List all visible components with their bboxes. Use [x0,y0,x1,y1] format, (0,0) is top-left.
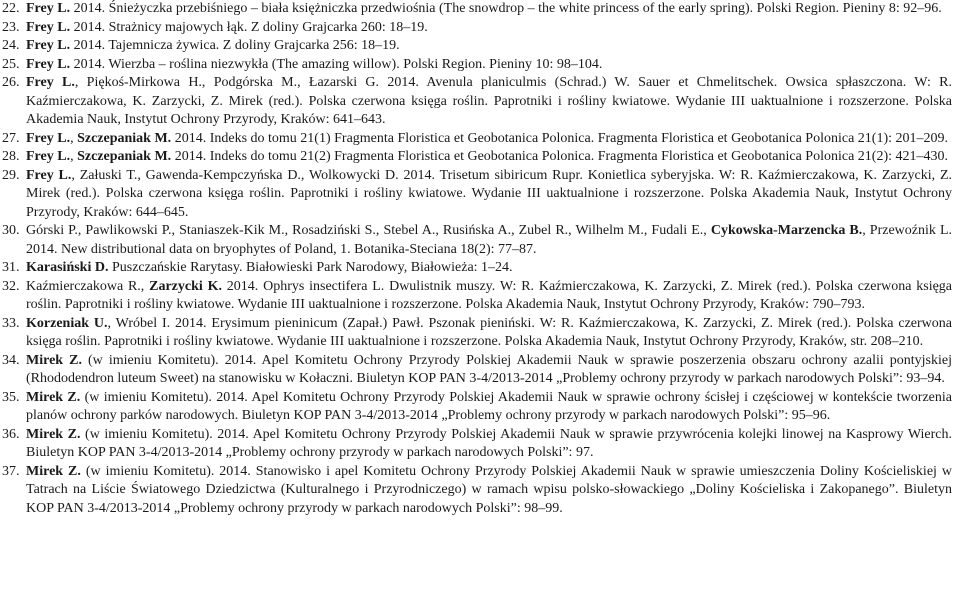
author-name: Karasiński D. [26,260,109,275]
author-name: Frey L. [26,1,71,16]
entry-number: 36. [2,426,20,442]
entry-number: 35. [2,389,20,405]
entry-text: , Piękoś-Mirkowa H., Podgórska M., Łazarski G. 2014. Avenula planiculmis (Schrad.) W. Sauer et Chmelitschek. Owsica spłaszczona. W: R. Kaźmierczakowa, K. Zarzycki, Z. Mirek (red.). Polska czerwona księga roślin. Paprotniki i rośliny kwiatowe. Wydanie III uaktualnione i rozszerzone. Polska Akademia Nauk, Instytut Ochrony Przyrody, Kraków: 641–643. [26,75,952,127]
entry-number: 24. [2,38,20,53]
entry-text: (w imieniu Komitetu). 2014. Apel Komitetu Ochrony Przyrody Polskiej Akademii Nauk w sprawie ochrony ścisłej i częściowej w kontekście tworzenia planów ochrony parków narodowych. Biuletyn KOP PAN 3-4/2013-2014 „Problemy ochrony przyrody w parkach narodowych Polski”: 95–96. [26,389,952,423]
entry-text: 2014. Indeks do tomu 21(2) Fragmenta Floristica et Geobotanica Polonica. Fragmenta Floristica et Geobotanica Polonica 21(2): 421–430. [171,149,949,164]
entry-number: 22. [2,1,20,16]
bibliography-entry [2,463,952,519]
author-name: Szczepaniak M. [77,130,172,146]
entry-number: 33. [2,315,20,331]
bibliography-entry [2,130,952,149]
bibliography-entry [2,19,952,38]
entry-text: Puszczańskie Rarytasy. Białowieski Park Narodowy, Białowieża: 1–24. [108,260,513,275]
entry-text: , Wróbel I. 2014. Erysimum pieninicum (Zapał.) Pawł. Pszonak pieniński. W: R. Kaźmierczakowa, K. Zarzycki, Z. Mirek (red.). Polska czerwona księga roślin. Paprotniki i rośliny kwiatowe. Wydanie III uaktualnione i rozszerzone. Polska Akademia Nauk, Instytut Ochrony Przyrody, Kraków, str. 208–210. [26,315,953,349]
author-name: Frey L. [26,167,72,183]
bibliography-entry [2,426,952,463]
entry-text: Kaźmierczakowa R., [26,278,150,294]
author-name: Cykowska-Marzencka B. [710,223,863,238]
author-name: Mirek Z. [26,389,81,405]
entry-text: 2014. Ophrys insectifera L. Dwulistnik muszy. W: R. Kaźmierczakowa, K. Zarzycki, Z. Mirek (red.). Polska czerwona księga roślin. Paprotniki i rośliny kwiatowe. Wydanie III uaktualnione i rozszerzone. Polska Akademia Nauk, Instytut Ochrony Przyrody, Kraków: 790–793. [26,278,953,312]
bibliography-entry [2,222,952,259]
entry-number: 29. [2,167,20,183]
entry-text: (w imieniu Komitetu). 2014. Apel Komitetu Ochrony Przyrody Polskiej Akademii Nauk w sprawie poszerzenia obszaru ochrony azalii pontyjskiej (Rhododendron luteum Sweet) na stanowisku w Kołaczni. Biuletyn KOP PAN 3-4/2013-2014 „Problemy ochrony przyrody w parkach narodowych Polski”: 93–94. [26,352,953,386]
entry-text: , Przewoźnik L. 2014. New distributional data on bryophytes of Poland, 1. Botanika-Steciana 18(2): 77–87. [26,223,952,257]
author-name: Mirek Z. [26,426,81,442]
entry-number: 34. [2,352,20,368]
entry-text: 2014. Śnieżyczka przebiśniego – biała księżniczka przedwiośnia (The snowdrop – the white princess of the early spring). Polski Region. Pieniny 8: 92–96. [70,1,942,16]
entry-text: (w imieniu Komitetu). 2014. Stanowisko i apel Komitetu Ochrony Przyrody Polskiej Akademii Nauk w sprawie umieszczenia Doliny Kościeliskiej w Tatrach na Liście Światowego Dziedzictwa (Kulturalnego i Przyrodniczego) w ramach wpisu polsko-słowackiego „Doliny Kościeliska i Zakopanego”. Biuletyn KOP PAN 3-4/2013-2014 „Problemy ochrony przyrody w parkach narodowych Polski”: 98–99. [26,463,952,516]
entry-text: 2014. Strażnicy majowych łąk. Z doliny Grajcarka 260: 18–19. [70,19,428,35]
entry-text: (w imieniu Komitetu). 2014. Apel Komitetu Ochrony Przyrody Polskiej Akademii Nauk w sprawie przywrócenia kolejki linowej na Kasprowy Wierch. Biuletyn KOP PAN 3-4/2013-2014 „Problemy ochrony przyrody w parkach narodowych Polski”: 97. [26,426,952,460]
bibliography-entry [2,37,952,56]
author-name: Frey L. [26,19,71,35]
bibliography-entry [2,148,952,167]
entry-text: , [70,149,78,164]
author-name: Frey L. [26,149,71,164]
bibliography-entry [2,278,952,315]
author-name: Mirek Z. [26,352,82,368]
author-name: Szczepaniak M. [77,149,172,164]
bibliography-entry [2,56,952,75]
bibliography-entry [2,315,952,352]
entry-number: 23. [2,19,20,35]
bibliography-entry [2,74,952,130]
bibliography-entry [2,167,952,223]
entry-number: 31. [2,260,20,275]
entry-number: 27. [2,130,20,146]
author-name: Zarzycki K. [149,278,222,294]
entry-text: 2014. Indeks do tomu 21(1) Fragmenta Floristica et Geobotanica Polonica. Fragmenta Floristica et Geobotanica Polonica 21(1): 201–209. [171,130,949,146]
entry-text: , [70,130,78,146]
entry-text: 2014. Tajemnicza żywica. Z doliny Grajcarka 256: 18–19. [70,38,400,53]
author-name: Korzeniak U. [26,315,108,331]
author-name: Frey L. [26,56,71,72]
entry-number: 28. [2,149,20,164]
author-name: Frey L. [26,38,71,53]
author-name: Frey L. [26,75,75,90]
entry-number: 37. [2,463,20,479]
author-name: Mirek Z. [26,463,81,479]
bibliography-entry [2,389,952,426]
bibliography-entry [2,352,952,389]
bibliography-entry [2,0,952,19]
author-name: Frey L. [26,130,71,146]
entry-number: 30. [2,223,20,238]
bibliography-entry [2,259,952,278]
entry-number: 26. [2,75,20,90]
entry-text: 2014. Wierzba – roślina niezwykła (The amazing willow). Polski Region. Pieniny 10: 98–104. [70,56,603,72]
entry-number: 25. [2,56,20,72]
entry-text: Górski P., Pawlikowski P., Staniaszek-Kik M., Rosadziński S., Stebel A., Rusińska A., Zubel R., Wilhelm M., Fudali E., [26,223,711,238]
entry-number: 32. [2,278,20,294]
entry-text: , Załuski T., Gawenda-Kempczyńska D., Wolkowycki D. 2014. Trisetum sibiricum Rupr. Konietlica syberyjska. W: R. Kaźmierczakowa, K. Zarzycki, Z. Mirek (red.). Polska czerwona księga roślin. Paprotniki i rośliny kwiatowe. Wydanie III uaktualnione i rozszerzone. Polska Akademia Nauk, Instytut Ochrony Przyrody, Kraków: 644–645. [26,167,952,220]
